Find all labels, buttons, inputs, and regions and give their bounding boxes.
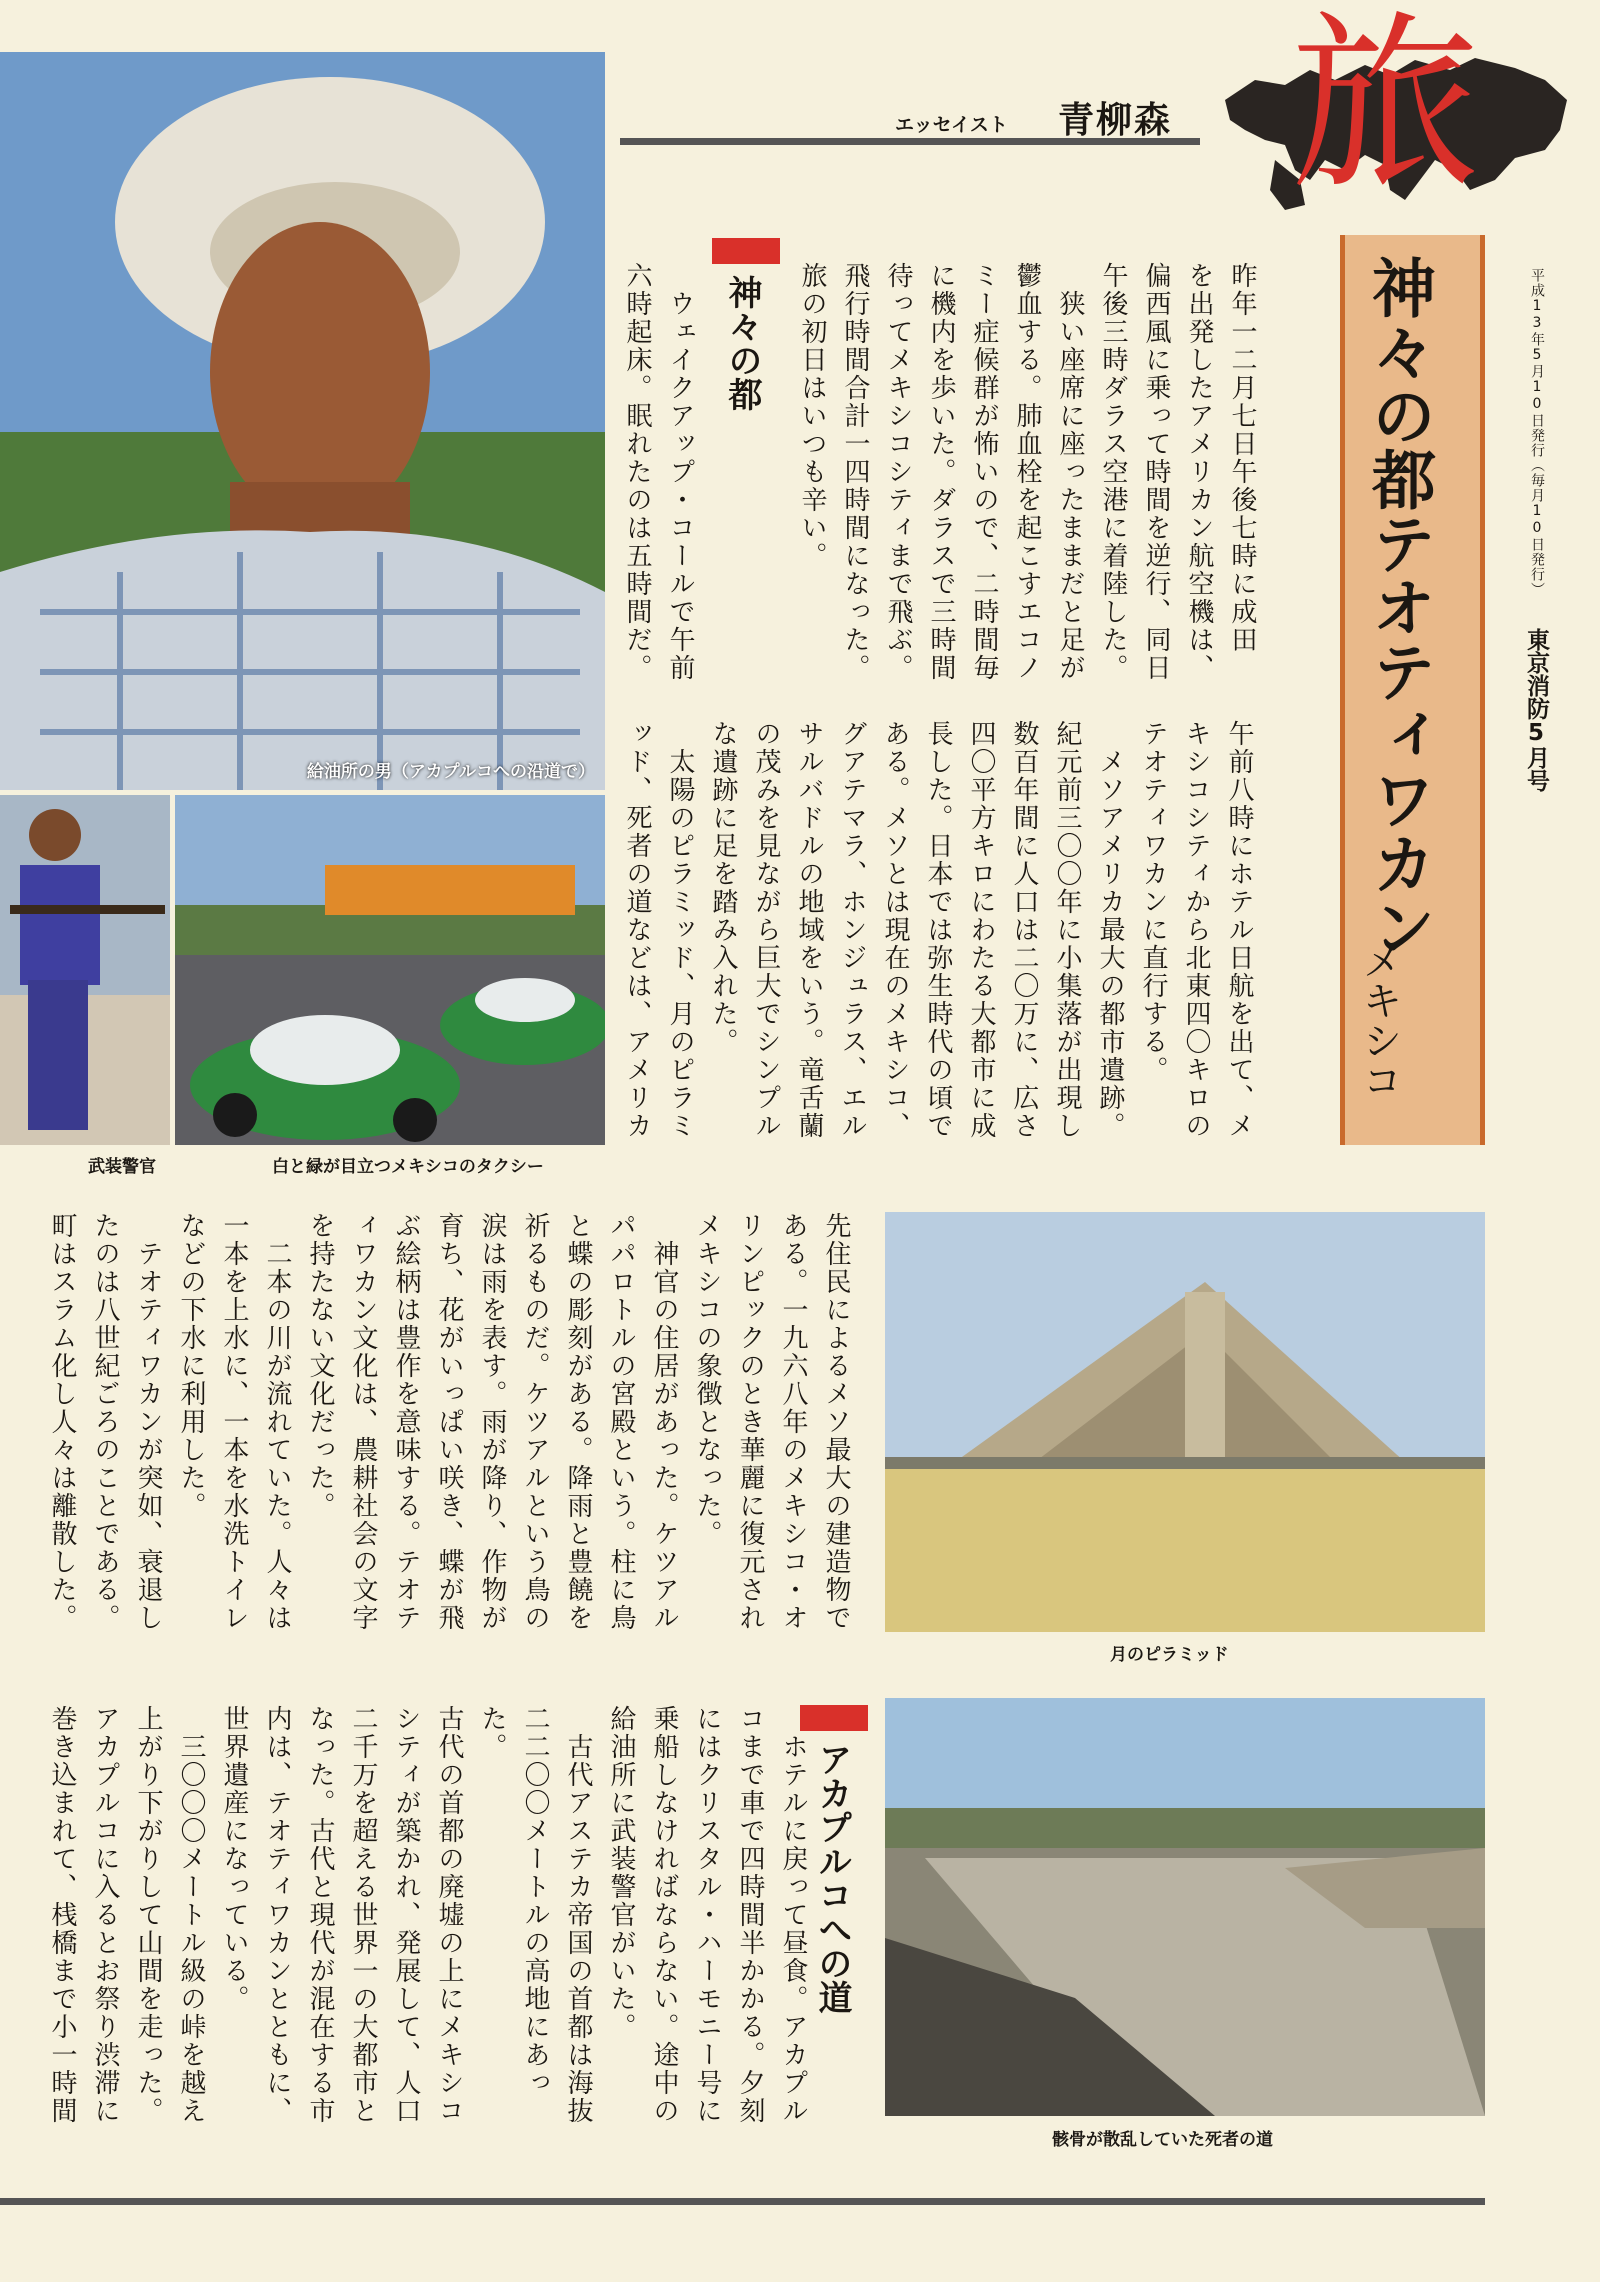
col4-line: 上がり下がりして山間を走った。 <box>133 1705 163 2125</box>
caption-avenue: 骸骨が散乱していた死者の道 <box>1052 2130 1273 2150</box>
col3-line: ある。一九六八年のメキシコ・オ <box>778 1212 808 1632</box>
col4-line: シティが築かれ、発展して、人口 <box>391 1705 421 2125</box>
col1-line: 昨年一二月七日午後七時に成田 <box>1227 262 1257 654</box>
col3-line: と蝶の彫刻がある。降雨と豊饒を <box>563 1212 593 1632</box>
col1-line: 旅の初日はいつも辛い。 <box>797 262 827 570</box>
photo-pyramid <box>885 1212 1485 1632</box>
col4-line: 給油所に武装警官がいた。 <box>606 1705 636 2041</box>
caption-police: 武装警官 <box>88 1157 156 1177</box>
col3-line: 先住民によるメソ最大の建造物で <box>821 1212 851 1632</box>
col2-line: の茂みを見ながら巨大でシンプル <box>751 720 781 1140</box>
col4-line: 世界遺産になっている。 <box>219 1705 249 2013</box>
caption-pyramid: 月のピラミッド <box>1110 1645 1229 1665</box>
col3-line: などの下水に利用した。 <box>176 1212 206 1520</box>
col2-line: サルバドルの地域をいう。竜舌蘭 <box>794 720 824 1140</box>
world-map-logo <box>1215 0 1575 215</box>
photo-man <box>0 52 605 790</box>
col1-line: に機内を歩いた。ダラスで三時間 <box>926 262 956 682</box>
col3-line: ぶ絵柄は豊作を意味する。テオテ <box>391 1212 421 1632</box>
section-heading-1: 神々の都 <box>722 275 762 411</box>
col1b-line: 六時起床。眠れたのは五時間だ。 <box>622 262 652 682</box>
footer-rule <box>0 2198 1485 2205</box>
article-title: 神々の都テオティワカン <box>1361 255 1436 959</box>
col3-line: 育ち、花がいっぱい咲き、蝶が飛 <box>434 1212 464 1632</box>
col2-line: 紀元前三〇〇年に小集落が出現し <box>1052 720 1082 1140</box>
col3-line: 一本を上水に、一本を水洗トイレ <box>219 1212 249 1632</box>
section-heading-2: アカプルコへの道 <box>812 1742 852 2014</box>
col3-line: パパロトルの宮殿という。柱に鳥 <box>606 1212 636 1632</box>
col1-line: を出発したアメリカン航空機は、 <box>1184 262 1214 682</box>
col1b-line: ウェイクアップ・コールで午前 <box>665 262 695 682</box>
tabi-character: 旅 <box>1290 0 1481 215</box>
col4-line: 二二〇〇メートルの高地にあった。 <box>477 1705 550 2097</box>
col2-line: メソアメリカ最大の都市遺跡。 <box>1095 720 1125 1140</box>
col2-line: 数百年間に人口は二〇万に、広さ <box>1009 720 1039 1140</box>
author-name: 青柳森 <box>1058 100 1173 141</box>
col1-line: 鬱血する。肺血栓を起こすエコノ <box>1012 262 1042 682</box>
col4-line: 古代の首都の廃墟の上にメキシコ <box>434 1705 464 2125</box>
col1-line: 午後三時ダラス空港に着陸した。 <box>1098 262 1128 682</box>
col1-line: 狭い座席に座ったままだと足が <box>1055 262 1085 682</box>
text-column-1b <box>615 262 701 682</box>
col4-line: 二千万を超える世界一の大都市と <box>348 1705 378 2125</box>
col4-line: 乗船しなければならない。途中の <box>649 1705 679 2125</box>
photo-avenue <box>885 1698 1485 2116</box>
col3-line: 祈るものだ。ケツアルという鳥の <box>520 1212 550 1632</box>
photo-taxi <box>175 795 605 1145</box>
col3-line: を持たない文化だった。 <box>305 1212 335 1520</box>
col3-line: 二本の川が流れていた。人々は <box>262 1212 292 1632</box>
col2-line: 太陽のピラミッド、月のピラミ <box>665 720 695 1140</box>
col1-line: 偏西風に乗って時間を逆行、同日 <box>1141 262 1171 682</box>
col2-line: 四〇平方キロにわたる大都市に成 <box>966 720 996 1140</box>
col3-line: たのは八世紀ごろのことである。 <box>90 1212 120 1632</box>
text-column-4 <box>40 1705 814 2135</box>
col4-line: ホテルに戻って昼食。アカプル <box>778 1705 808 2125</box>
col4-line: アカプルコに入るとお祭り渋滞に <box>90 1705 120 2125</box>
magazine-name: 東京消防5月号 <box>1523 628 1549 792</box>
col4-line: 三〇〇〇メートル級の峠を越え <box>176 1705 206 2125</box>
col1-line: ミー症候群が怖いので、二時間毎 <box>969 262 999 682</box>
col2-line: テオティワカンに直行する。 <box>1138 720 1168 1084</box>
col3-line: ィワカン文化は、農耕社会の文字 <box>348 1212 378 1632</box>
caption-taxi: 白と緑が目立つメキシコのタクシー <box>272 1157 544 1177</box>
col2-line: ッド、死者の道などは、アメリカ <box>622 720 652 1140</box>
col4-line: 内は、テオティワカンとともに、 <box>262 1705 292 2125</box>
col3-line: リンピックのとき華麗に復元され <box>735 1212 765 1632</box>
col3-line: 町はスラム化し人々は離散した。 <box>47 1212 77 1632</box>
col2-line: 長した。日本では弥生時代の頃で <box>923 720 953 1140</box>
col2-line: キシコシティから北東四〇キロの <box>1181 720 1211 1140</box>
article-subtitle: メキシコ <box>1356 940 1402 1100</box>
col3-line: テオティワカンが突如、衰退し <box>133 1212 163 1632</box>
col2-line: 午前八時にホテル日航を出て、メ <box>1224 720 1254 1140</box>
col3-line: メキシコの象徴となった。 <box>692 1212 722 1548</box>
col3-line: 神官の住居があった。ケツアル <box>649 1212 679 1632</box>
col3-line: 涙は雨を表す。雨が降り、作物が <box>477 1212 507 1632</box>
essayist-label: エッセイスト <box>895 114 1008 136</box>
col2-line: な遺跡に足を踏み入れた。 <box>708 720 738 1056</box>
col2-line: グアテマラ、ホンジュラス、エル <box>837 720 867 1140</box>
col1-line: 待ってメキシコシティまで飛ぶ。 <box>883 262 913 682</box>
col4-line: 古代アステカ帝国の首都は海抜 <box>563 1705 593 2125</box>
caption-man: 給油所の男（アカプルコへの沿道で） <box>306 762 595 782</box>
text-column-2 <box>615 720 1260 1160</box>
date-note: 平成13年5月10日発行（毎月10日発行） <box>1529 268 1545 597</box>
col4-line: なった。古代と現代が混在する市 <box>305 1705 335 2125</box>
col4-line: にはクリスタル・ハーモニー号に <box>692 1705 722 2125</box>
col4-line: コまで車で四時間半かかる。夕刻 <box>735 1705 765 2125</box>
col2-line: ある。メソとは現在のメキシコ、 <box>880 720 910 1140</box>
photo-police <box>0 795 170 1145</box>
text-column-3 <box>40 1212 857 1642</box>
col1-line: 飛行時間合計一四時間になった。 <box>840 262 870 682</box>
col4-line: 巻き込まれて、桟橋まで小一時間 <box>47 1705 77 2125</box>
section-marker-1 <box>712 238 780 264</box>
title-box <box>1340 235 1485 1145</box>
